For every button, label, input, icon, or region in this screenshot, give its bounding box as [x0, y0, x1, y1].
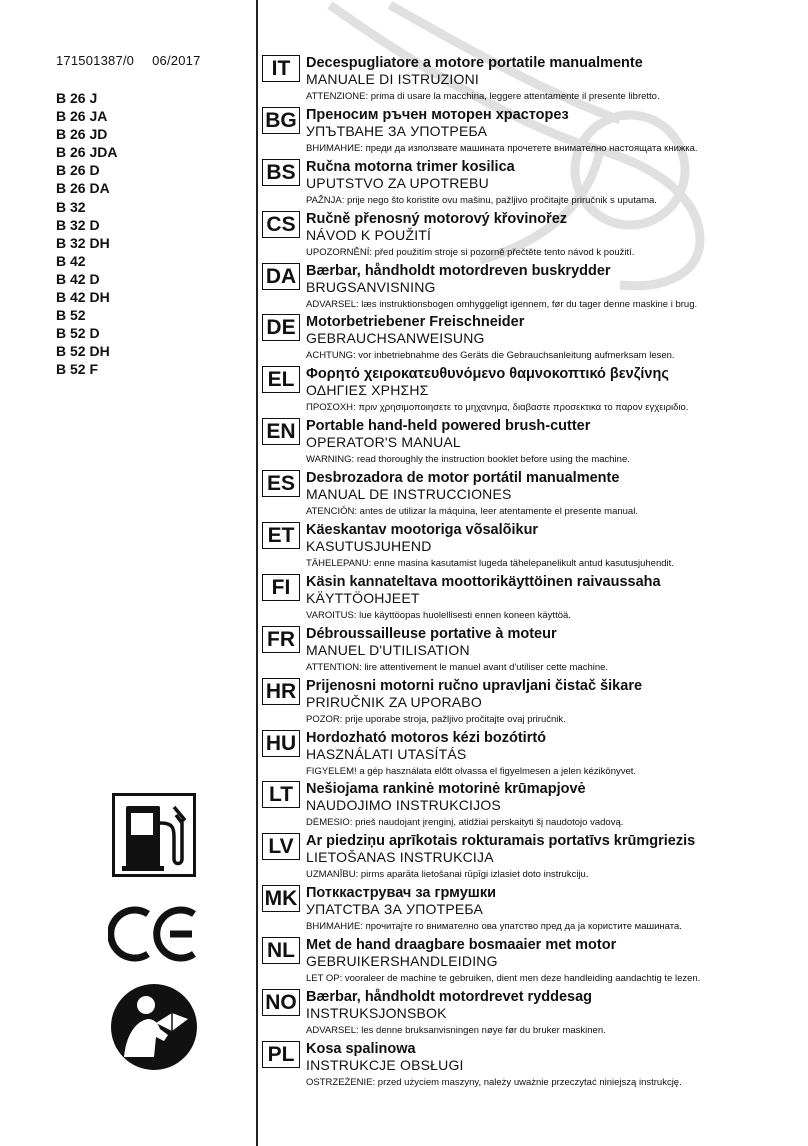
model-item: B 52 — [56, 307, 86, 324]
warning-text: WARNING: read thoroughly the instruction booklet before using the machine. — [306, 454, 630, 466]
language-code: BS — [262, 159, 300, 186]
manual-subtitle: ΟΔΗΓΙΕΣ ΧΡΗΣΗΣ — [306, 382, 429, 399]
language-code: CS — [262, 211, 300, 238]
model-item: B 26 JD — [56, 126, 108, 143]
document-number: 171501387/0 — [56, 53, 135, 68]
language-entry-bs — [262, 159, 802, 211]
ce-mark-icon — [108, 906, 200, 967]
manual-title: Débroussailleuse portative à moteur — [306, 625, 557, 642]
language-code: NL — [262, 937, 300, 964]
manual-subtitle: УПАТСТВА ЗА УПОТРЕБА — [306, 901, 484, 918]
model-item: B 26 DA — [56, 180, 110, 197]
document-date: 06/2017 — [152, 53, 201, 68]
manual-title: Met de hand draagbare bosmaaier met motor — [306, 937, 617, 954]
manual-subtitle: INSTRUKSJONSBOK — [306, 1005, 447, 1022]
warning-text: ВНИМАНИЕ: преди да използвате машината прочетете внимателно настоящата книжка. — [306, 142, 698, 154]
warning-text: POZOR: prije uporabe stroja, pažljivo pročitajte ovaj priručnik. — [306, 713, 566, 725]
model-item: B 42 — [56, 252, 86, 269]
manual-title: Motorbetriebener Freischneider — [306, 314, 525, 331]
manual-title: Ručně přenosný motorový křovinořez — [306, 210, 568, 227]
warning-text: UPOZORNĚNÍ: před použitím stroje si pozorně přečtěte tento návod k použití. — [306, 246, 635, 258]
manual-subtitle: MANUALE DI ISTRUZIONI — [306, 71, 479, 87]
model-item: B 26 JA — [56, 108, 108, 125]
warning-text: ADVARSEL: les denne bruksanvisningen nøye før du bruker maskinen. — [306, 1025, 606, 1037]
language-entry-hu — [262, 730, 802, 782]
warning-text: LET OP: vooraleer de machine te gebruiken, dient men deze handleiding aandachtig te lezen. — [306, 973, 701, 985]
model-item: B 42 D — [56, 270, 100, 287]
language-entry-de — [262, 314, 802, 366]
manual-subtitle: NAUDOJIMO INSTRUKCIJOS — [306, 797, 501, 814]
language-code: LT — [262, 781, 300, 808]
manual-title: Käsin kannateltava moottorikäyttöinen raivaussaha — [306, 573, 661, 590]
language-entry-hr — [262, 678, 802, 730]
warning-text: OSTRZEŻENIE: przed użyciem maszyny, należy uważnie przeczytać niniejszą instrukcję. — [306, 1076, 682, 1088]
warning-text: ВНИМАНИЕ: прочитајте го внимателно ова упатство пред да ја користите машината. — [306, 921, 682, 933]
language-entry-fi — [262, 574, 802, 626]
language-code: IT — [262, 55, 300, 82]
language-entry-et — [262, 522, 802, 574]
manual-title: Потккаструвач за грмушки — [306, 885, 497, 902]
model-item: B 32 D — [56, 216, 100, 233]
manual-subtitle: KASUTUSJUHEND — [306, 538, 432, 555]
document-code — [56, 53, 201, 68]
language-code: FR — [262, 626, 300, 653]
language-code: ET — [262, 522, 300, 549]
manual-subtitle: BRUGSANVISNING — [306, 278, 436, 295]
language-code: NO — [262, 989, 300, 1016]
manual-subtitle: HASZNÁLATI UTASÍTÁS — [306, 745, 467, 762]
model-list — [56, 89, 117, 379]
language-entry-nl — [262, 937, 802, 989]
language-entry-lv — [262, 833, 802, 885]
manual-title: Desbrozadora de motor portátil manualmente — [306, 470, 620, 487]
language-code: FI — [262, 574, 300, 601]
language-entry-fr — [262, 626, 802, 678]
manual-title: Nešiojama rankinė motorinė krūmapjovė — [306, 781, 586, 798]
manual-subtitle: LIETOŠANAS INSTRUKCIJA — [306, 849, 494, 866]
manual-subtitle: GEBRUIKERSHANDLEIDING — [306, 953, 498, 970]
warning-text: PAŽNJA: prije nego što koristite ovu mašinu, pažljivo pročitajte priručnik s uputama. — [306, 194, 657, 206]
read-manual-icon — [110, 983, 198, 1076]
model-item: B 26 D — [56, 162, 100, 179]
model-item: B 42 DH — [56, 289, 110, 306]
manual-subtitle: KÄYTTÖOHJEET — [306, 589, 420, 606]
language-entry-no — [262, 989, 802, 1041]
warning-text: ATTENTION: lire attentivement le manuel avant d'utiliser cette machine. — [306, 661, 609, 673]
manual-subtitle: INSTRUKCJE OBSŁUGI — [306, 1056, 464, 1073]
manual-title: Φορητό χειροκατευθυνόμενο θαμνοκοπτικό βενζίνης — [306, 366, 669, 383]
language-code: BG — [262, 107, 300, 134]
manual-title: Ar piedziņu aprīkotais rokturamais portatīvs krūmgriezis — [306, 833, 696, 850]
language-entry-pl — [262, 1041, 802, 1093]
model-item: B 52 D — [56, 325, 100, 342]
manual-subtitle: MANUAL DE INSTRUCCIONES — [306, 486, 512, 503]
manual-title: Decespugliatore a motore portatile manualmente — [306, 55, 643, 71]
manual-title: Käeskantav mootoriga võsalõikur — [306, 522, 539, 539]
language-code: PL — [262, 1041, 300, 1068]
language-list — [262, 55, 802, 1093]
language-entry-it — [262, 55, 802, 107]
warning-text: ACHTUNG: vor inbetriebnahme des Geräts die Gebrauchsanleitung aufmerksam lesen. — [306, 350, 675, 362]
model-item: B 52 DH — [56, 343, 110, 360]
language-code: MK — [262, 885, 300, 912]
manual-title: Преносим ръчен моторен храсторез — [306, 106, 569, 123]
language-code: DE — [262, 314, 300, 341]
language-entry-es — [262, 470, 802, 522]
manual-title: Bærbar, håndholdt motordreven buskrydder — [306, 262, 611, 279]
language-code: HU — [262, 730, 300, 757]
language-code: DA — [262, 263, 300, 290]
manual-title: Ručna motorna trimer kosilica — [306, 158, 515, 175]
warning-text: ΠΡΟΣΟΧΗ: πριν χρησιμοποιησετε το μηχανημα, διαβαστε προσεκτικα το παρον εγχειριδιο. — [306, 402, 689, 414]
model-item: B 32 DH — [56, 234, 110, 251]
manual-subtitle: OPERATOR'S MANUAL — [306, 434, 461, 451]
manual-subtitle: УПЪТВАНЕ ЗА УПОТРЕБА — [306, 122, 488, 139]
column-divider — [256, 0, 258, 1146]
model-item: B 26 JDA — [56, 144, 118, 161]
warning-text: UZMANĪBU: pirms aparāta lietošanai rūpīgi izlasiet doto instrukciju. — [306, 869, 589, 881]
warning-text: ATENCIÓN: antes de utilizar la máquina, leer atentamente el presente manual. — [306, 506, 638, 518]
manual-subtitle: PRIRUČNIK ZA UPORABO — [306, 693, 482, 710]
manual-subtitle: NÁVOD K POUŽITÍ — [306, 226, 432, 243]
manual-subtitle: MANUEL D'UTILISATION — [306, 641, 470, 658]
warning-text: TÄHELEPANU: enne masina kasutamist lugeda tähelepanelikult antud kasutusjuhendit. — [306, 558, 674, 570]
language-entry-bg — [262, 107, 802, 159]
warning-text: DĖMESIO: prieš naudojant įrenginį, atidžiai perskaityti šį naudotojo vadovą. — [306, 817, 624, 829]
warning-text: ADVARSEL: læs instruktionsbogen omhyggeligt igennem, før du tager denne maskine i brug. — [306, 298, 698, 310]
language-code: EN — [262, 418, 300, 445]
fuel-pump-icon — [112, 793, 196, 882]
language-code: ES — [262, 470, 300, 497]
model-item: B 26 J — [56, 90, 98, 106]
manual-subtitle: GEBRAUCHSANWEISUNG — [306, 330, 485, 347]
language-code: HR — [262, 678, 300, 705]
manual-title: Bærbar, håndholdt motordrevet ryddesag — [306, 989, 593, 1006]
language-entry-cs — [262, 211, 802, 263]
language-entry-da — [262, 263, 802, 315]
warning-text: VAROITUS: lue käyttöopas huolellisesti ennen koneen käyttöä. — [306, 609, 571, 621]
language-entry-el — [262, 366, 802, 418]
warning-text: FIGYELEM! a gép használata előtt olvassa el figyelmesen a jelen kézikönyvet. — [306, 765, 637, 777]
language-entry-en — [262, 418, 802, 470]
manual-title: Hordozható motoros kézi bozótirtó — [306, 729, 547, 746]
manual-title: Portable hand-held powered brush-cutter — [306, 418, 591, 435]
model-item: B 52 F — [56, 361, 99, 378]
language-code: LV — [262, 833, 300, 860]
manual-title: Kosa spalinowa — [306, 1040, 416, 1057]
model-item: B 32 — [56, 198, 86, 215]
language-entry-lt — [262, 781, 802, 833]
language-code: EL — [262, 366, 300, 393]
language-entry-mk — [262, 885, 802, 937]
manual-title: Prijenosni motorni ručno upravljani čistač šikare — [306, 677, 643, 694]
manual-subtitle: UPUTSTVO ZA UPOTREBU — [306, 174, 489, 191]
warning-text: ATTENZIONE: prima di usare la macchina, leggere attentamente il presente libretto. — [306, 91, 660, 102]
